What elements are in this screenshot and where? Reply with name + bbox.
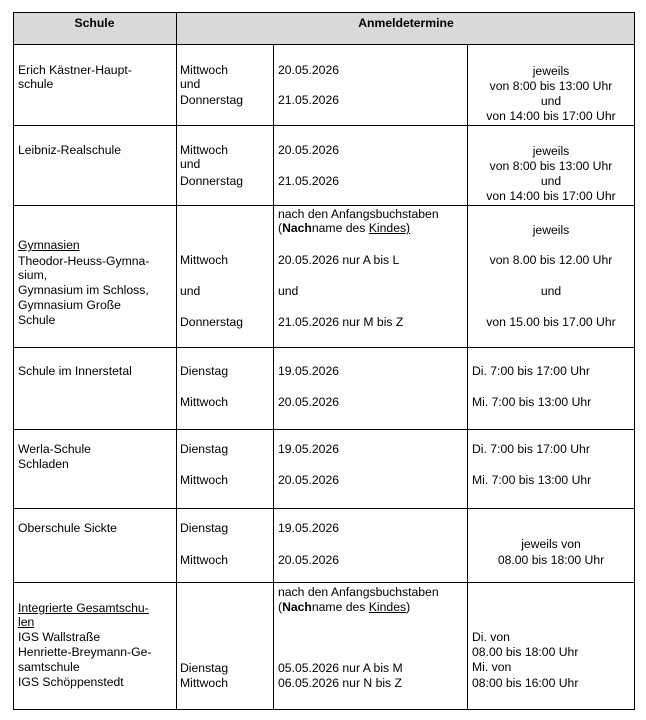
- weekday: und: [180, 284, 201, 298]
- time-range: von 8:00 bis 13:00 Uhr: [489, 159, 613, 173]
- school-name: Theodor-Heuss-Gymna-: [18, 254, 150, 268]
- column-divider: [176, 12, 177, 710]
- time-range: Mi. von: [472, 660, 512, 674]
- note-underline: Kindes: [368, 600, 407, 614]
- date: 21.05.2026: [278, 174, 339, 188]
- school-name: IGS Wallstraße: [18, 630, 101, 644]
- time-range: Di. von: [472, 630, 510, 644]
- school-name: Erich Kästner-Haupt-: [18, 63, 132, 77]
- row-divider: [13, 12, 635, 13]
- row-divider: [13, 44, 635, 45]
- time-range: von 8.00 bis 12.00 Uhr: [489, 253, 613, 267]
- time-range: jeweils: [532, 64, 570, 78]
- weekday: Donnerstag: [180, 315, 244, 329]
- table-border-right: [634, 12, 635, 710]
- time-range: Di. 7:00 bis 17:00 Uhr: [472, 442, 590, 456]
- school-name: samtschule: [18, 660, 80, 674]
- time-range: Mi. 7:00 bis 13:00 Uhr: [472, 395, 592, 409]
- time-range: jeweils von: [521, 537, 581, 551]
- row-divider: [13, 709, 635, 710]
- school-name: Henriette-Breymann-Ge-: [18, 645, 152, 659]
- school-name: Gymnasium Große: [18, 298, 121, 312]
- note-underline: Kindes): [368, 221, 411, 235]
- time-range: von 15.00 bis 17.00 Uhr: [486, 315, 616, 329]
- weekday: Mittwoch: [180, 676, 229, 690]
- school-name: Gymnasium im Schloss,: [18, 283, 149, 297]
- weekday: Mittwoch: [180, 553, 229, 567]
- note-line: nach den Anfangsbuchstaben: [278, 207, 439, 221]
- weekday: Dienstag: [180, 442, 229, 456]
- date: 19.05.2026: [278, 442, 339, 456]
- note-line: [278, 221, 410, 235]
- note-mid: name des: [311, 221, 366, 235]
- date: 19.05.2026: [278, 521, 339, 535]
- time-range: 08.00 bis 18:00 Uhr: [472, 645, 579, 659]
- note-mid: name des: [311, 600, 366, 614]
- date: 20.05.2026: [278, 143, 339, 157]
- school-name: Schule im Innerstetal: [18, 364, 132, 378]
- time-range: 08.00 bis 18:00 Uhr: [497, 553, 605, 567]
- weekday: Donnerstag: [180, 174, 244, 188]
- time-range: und: [540, 94, 562, 108]
- date: 05.05.2026 nur A bis M: [278, 661, 403, 675]
- header-dates-label: Anmeldetermine: [358, 16, 454, 30]
- school-name: Leibniz-Realschule: [18, 143, 121, 157]
- school-group-heading: [18, 601, 149, 615]
- school-name: Schule: [18, 313, 56, 327]
- weekday: Dienstag: [180, 661, 229, 675]
- school-name: IGS Schöppenstedt: [18, 675, 124, 689]
- weekday: Mittwoch: [180, 253, 229, 267]
- time-range: jeweils: [532, 144, 570, 158]
- weekday: und: [180, 77, 201, 91]
- date: 06.05.2026 nur N bis Z: [278, 676, 402, 690]
- weekday: Dienstag: [180, 364, 229, 378]
- weekday: Mittwoch: [180, 143, 229, 157]
- row-divider: [13, 582, 635, 583]
- row-divider: [13, 508, 635, 509]
- date: 20.05.2026 nur A bis L: [278, 253, 400, 267]
- date: 20.05.2026: [278, 63, 339, 77]
- note-open: (: [278, 600, 283, 614]
- time-range: von 14:00 bis 17:00 Uhr: [486, 189, 616, 203]
- column-divider: [273, 44, 274, 710]
- school-group-heading: [18, 238, 80, 252]
- school-name: Werla-Schule: [18, 442, 91, 456]
- group-heading-text: Integrierte Gesamtschu-: [18, 601, 149, 615]
- row-divider: [13, 347, 635, 348]
- row-divider: [13, 205, 635, 206]
- time-range: Mi. 7:00 bis 13:00 Uhr: [472, 473, 592, 487]
- weekday: Mittwoch: [180, 395, 229, 409]
- weekday: und: [180, 157, 201, 171]
- time-range: von 8:00 bis 13:00 Uhr: [489, 79, 613, 93]
- header-school-label: Schule: [74, 16, 115, 30]
- time-range: von 14:00 bis 17:00 Uhr: [486, 109, 616, 123]
- group-heading-text: Gymnasien: [18, 238, 80, 252]
- weekday: Donnerstag: [180, 93, 244, 107]
- note-line: nach den Anfangsbuchstaben: [278, 585, 439, 599]
- weekday: Mittwoch: [180, 63, 229, 77]
- group-heading-text: len: [18, 615, 35, 629]
- note-bold: Nach: [282, 221, 312, 235]
- date: und: [278, 284, 299, 298]
- school-name: sium,: [18, 268, 48, 282]
- time-range: 08:00 bis 16:00 Uhr: [472, 676, 579, 690]
- time-range: Di. 7:00 bis 17:00 Uhr: [472, 364, 590, 378]
- date: 19.05.2026: [278, 364, 339, 378]
- row-divider: [13, 429, 635, 430]
- registration-table: [13, 12, 635, 710]
- time-range: und: [540, 284, 562, 298]
- school-name: schule: [18, 77, 54, 91]
- time-range: und: [540, 174, 562, 188]
- date: 21.05.2026 nur M bis Z: [278, 315, 404, 329]
- school-name: Schladen: [18, 457, 69, 471]
- school-name: Oberschule Sickte: [18, 521, 117, 535]
- note-close: ): [406, 600, 411, 614]
- row-divider: [13, 125, 635, 126]
- note-bold: Nach: [282, 600, 312, 614]
- weekday: Dienstag: [180, 521, 229, 535]
- weekday: Mittwoch: [180, 473, 229, 487]
- date: 20.05.2026: [278, 395, 339, 409]
- note-line: [278, 600, 410, 614]
- date: 20.05.2026: [278, 553, 339, 567]
- date: 21.05.2026: [278, 93, 339, 107]
- note-open: (: [278, 221, 283, 235]
- table-border-left: [13, 12, 14, 710]
- time-range: jeweils: [532, 223, 570, 237]
- school-group-heading: [18, 615, 34, 629]
- date: 20.05.2026: [278, 473, 339, 487]
